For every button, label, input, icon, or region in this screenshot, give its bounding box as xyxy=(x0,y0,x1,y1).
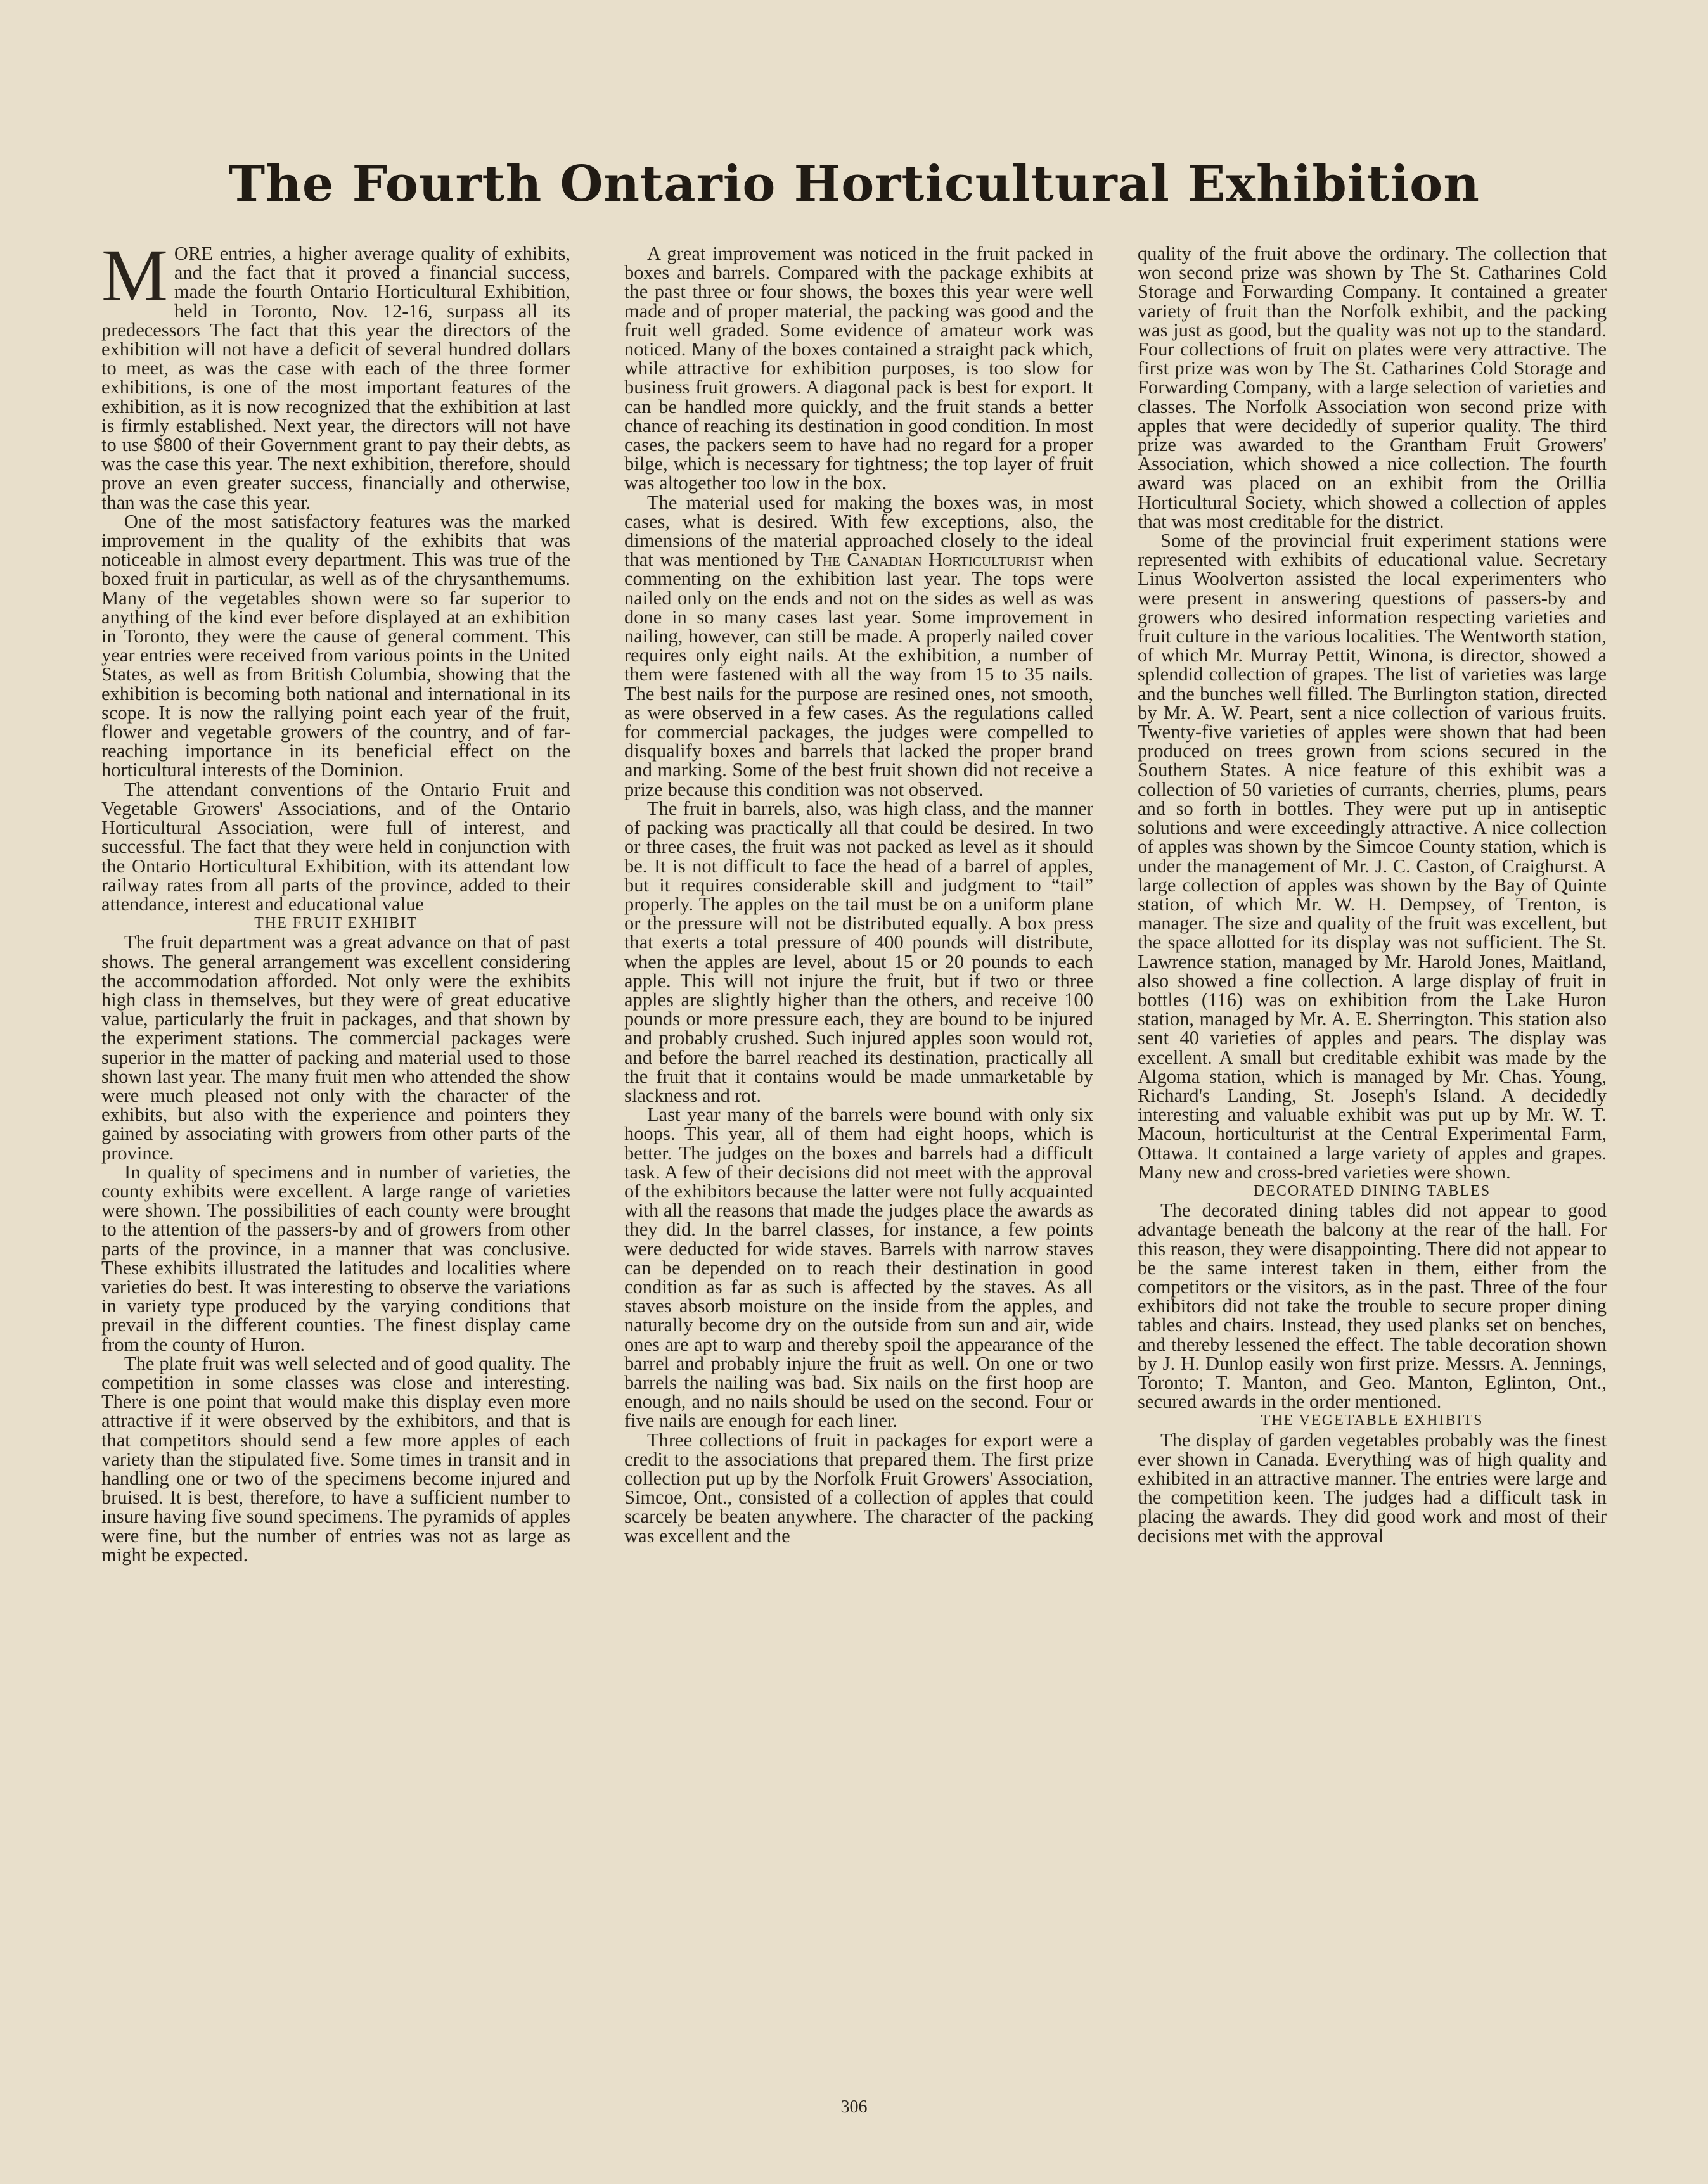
paragraph: The plate fruit was well selected and of good quality. The competition in some classes was close and interesting. There is one point that would make this display even more attractive if it were observed by the exhibitors, and that is that competitors should send a few more apples of each variety than the stipulated five. Some times in transit and in handling one or two of the specimens become injured and bruised. It is best, therefore, to have a sufficient number to insure having five sound specimens. The pyramids of apples were fine, but the number of entries was not as large as might be expected. xyxy=(101,1352,570,1566)
page-number: 306 xyxy=(840,2097,868,2117)
paragraph: quality of the fruit above the ordinary. The collection that won second prize was shown by The St. Catharines Cold Storage and Forwarding Company. It contained a greater variety of fruit than the Norfolk exhibit, and the packing was just as good, but the quality was not up to the standard. Four collections of fruit on plates were very attractive. The first prize was won by The St. Catharines Cold Storage and Forwarding Company, with a large selection of varieties and classes. The Norfolk Association won second prize with apples that were decidedly of superior quality. The third prize was awarded to the Grantham Fruit Growers' Association, which showed a nice collection. The fourth award was placed on an exhibit from the Orillia Horticultural Society, which showed a collection of apples that was most creditable for the district. xyxy=(1138,244,1607,532)
paragraph: Last year many of the barrels were bound with only six hoops. This year, all of them had eight hoops, which is better. The judges on the boxes and barrels had a difficult task. A few of their decisions did not meet with the approval of the exhibitors because the latter were not fully acquainted with all the reasons that made the judges place the awards as they did. In the barrel classes, for instance, a few points were deducted for wide staves. Barrels with narrow staves can be depended on to reach their destination in good condition as far as such is affected by the staves. As all staves absorb moisture on the inside from the apples, and naturally become dry on the outside from sun and air, wide ones are apt to warp and thereby spoil the appearance of the barrel and probably injure the fruit as well. On one or two barrels the nailing was bad. Six nails on the first hoop are enough, and no nails should be used on the second. Four or five nails are enough for each liner. xyxy=(624,1104,1093,1432)
drop-cap: M xyxy=(101,244,168,317)
paragraph: The decorated dining tables did not appear to good advantage beneath the balcony at the rear of the hall. For this reason, they were disappointing. There did not appear to be the same interest taken in them, either from the competitors or the visitors, as in the past. Three of the four exhibitors did not take the trouble to secure proper dining tables and chairs. Instead, they used planks set on benches, and thereby lessened the effect. The table decoration shown by J. H. Dunlop easily won first prize. Messrs. A. Jennings, Toronto; T. Manton, and Geo. Manton, Eglinton, Ont., secured awards in the order mentioned. xyxy=(1138,1199,1607,1413)
paragraph: Some of the provincial fruit experiment stations were represented with exhibits of educational value. Secretary Linus Woolverton assisted the local experimenters who were present in answering questions of passers-by and growers who desired information respecting varieties and fruit culture in the various localities. The Wentworth station, of which Mr. Murray Pettit, Winona, is director, showed a splendid collection of grapes. The list of varieties was large and the bunches well filled. The Burlington station, directed by Mr. A. W. Peart, sent a nice collection of various fruits. Twenty-five varieties of apples were shown that had been produced on trees grown from scions secured in the Southern States. A nice feature of this exhibit was a collection of 50 varieties of currants, cherries, plums, pears and so forth in bottles. They were put up in antiseptic solutions and were exceedingly attractive. A nice collection of apples was shown by the Simcoe County station, which is under the management of Mr. J. C. Caston, of Craighurst. A large collection of apples was shown by the Bay of Quinte station, of which Mr. W. H. Dempsey, of Trenton, is manager. The size and quality of the fruit was excellent, but the space allotted for its display was not sufficient. The St. Lawrence station, managed by Mr. Harold Jones, Maitland, also showed a fine collection. A large display of fruit in bottles (116) was on exhibition from the Lake Huron station, managed by Mr. A. E. Sherrington. This station also sent 40 varieties of apples and pears. The display was excellent. A small but creditable exhibit was made by the Algoma station, which is managed by Mr. Chas. Young, Richard's Landing, St. Joseph's Island. A decidedly interesting and valuable exhibit was put up by Mr. W. T. Macoun, horticulturist at the Central Experimental Farm, Ottawa. It contained a large variety of apples and grapes. Many new and cross-bred varieties were shown. xyxy=(1138,530,1607,1183)
paragraph: The fruit department was a great advance on that of past shows. The general arrangement was excellent considering the accommodation afforded. Not only were the exhibits high class in themselves, but they were of great educative value, particularly the fruit in packages, and that shown by the experiment stations. The commercial packages were superior in the matter of packing and material used to those shown last year. The many fruit men who attended the show were much pleased not only with the character of the exhibits, but also with the experience and pointers they gained by associating with growers from other parts of the province. xyxy=(101,931,570,1164)
paragraph: The material used for making the boxes was, in most cases, what is desired. With few exceptions, also, the dimensions of the material approached closely to the ideal that was mentioned by The Canadian Horticulturist when commenting on the exhibition last year. The tops were nailed only on the ends and not on the sides as well as was done in so many cases last year. Some improvement in nailing, however, can still be made. A properly nailed cover requires only eight nails. At the exhibition, a number of them were fastened with all the way from 15 to 35 nails. The best nails for the purpose are resined ones, not smooth, as were observed in a few cases. As the regulations called for commercial packages, the judges were compelled to disqualify boxes and barrels that lacked the proper brand and marking. Some of the best fruit shown did not receive a prize because this condition was not observed. xyxy=(624,491,1093,800)
paragraph: MORE entries, a higher average quality of exhibits, and the fact that it proved a financial success, made the fourth Ontario Horticultural Exhibition, held in Toronto, Nov. 12-16, surpass all its predecessors The fact that this year the directors of the exhibition will not have a deficit of several hundred dollars to meet, as was the case with each of the three former exhibitions, is one of the most important features of the exhibition, as it is now recognized that the exhibition at last is firmly established. Next year, the directors will not have to use $800 of their Government grant to pay their debts, as was the case this year. The next exhibition, therefore, should prove an even greater success, financially and otherwise, than was the case this year. xyxy=(101,244,570,513)
section-heading-vegetable-exhibits: THE VEGETABLE EXHIBITS xyxy=(1261,1412,1484,1429)
paragraph: In quality of specimens and in number of varieties, the county exhibits were excellent. A large range of varieties were shown. The possibilities of each county were brought to the attention of the passers-by and of growers from other parts of the province, in a manner that was conclusive. These exhibits illustrated the latitudes and localities where varieties do best. It was interesting to observe the variations in variety type produced by the varying conditions that prevail in the different counties. The finest display came from the county of Huron. xyxy=(101,1161,570,1355)
column-2 xyxy=(624,244,1093,2069)
section-heading-fruit-exhibit: THE FRUIT EXHIBIT xyxy=(254,915,418,932)
paragraph: The display of garden vegetables probably was the finest ever shown in Canada. Everything was of high quality and exhibited in an attractive manner. The entries were large and the competition keen. The judges had a difficult task in placing the awards. They did good work and most of their decisions met with the approval xyxy=(1138,1429,1607,1547)
paragraph: Three collections of fruit in packages for export were a credit to the associations that prepared them. The first prize collection put up by the Norfolk Fruit Growers' Association, Simcoe, Ont., consisted of a collection of apples that could scarcely be beaten anywhere. The character of the packing was excellent and the xyxy=(624,1429,1093,1547)
column-1 xyxy=(101,244,570,2069)
publication-name: The Canadian Horticulturist xyxy=(811,549,1045,571)
column-3 xyxy=(1138,244,1607,2069)
paragraph: The fruit in barrels, also, was high class, and the manner of packing was practically all that could be desired. In two or three cases, the fruit was not packed as level as it should be. It is not difficult to face the head of a barrel of apples, but it requires considerable skill and judgment to “tail” properly. The apples on the tail must be on a uniform plane or the pressure will not be distributed equally. A box press that exerts a total pressure of 400 pounds will distribute, when the apples are level, about 15 or 20 pounds to each apple. This will not injure the fruit, but if two or three apples are slightly higher than the others, and receive 100 pounds or more pressure each, they are bound to be injured and probably crushed. Such injured apples soon would rot, and before the barrel reached its destination, practically all the fruit that it contains would be made unmarketable by slackness and rot. xyxy=(624,797,1093,1106)
paragraph: A great improvement was noticed in the fruit packed in boxes and barrels. Compared with the package exhibits at the past three or four shows, the boxes this year were well made and of proper material, the packing was good and the fruit well graded. Some evidence of amateur work was noticed. Many of the boxes contained a straight pack which, while attractive for exhibition purposes, is too slow for business fruit growers. A diagonal pack is best for export. It can be handled more quickly, and the fruit stands a better chance of reaching its destination in good condition. In most cases, the packers seem to have had no regard for a proper bilge, which is necessary for tightness; the top layer of fruit was altogether too low in the box. xyxy=(624,244,1093,494)
section-heading-dining-tables: DECORATED DINING TABLES xyxy=(1253,1182,1491,1199)
paragraph: One of the most satisfactory features was the marked improvement in the quality of the exhibits that was noticeable in almost every department. This was true of the boxed fruit in particular, as well as of the chrysanthemums. Many of the vegetables shown were so far superior to anything of the kind ever before displayed at an exhibition in Toronto, they were the cause of general comment. This year entries were received from various points in the United States, as well as from British Columbia, showing that the exhibition is becoming both national and international in its scope. It is now the rallying point each year of the fruit, flower and vegetable growers of the country, and of far-reaching importance in its beneficial effect on the horticultural interests of the Dominion. xyxy=(101,510,570,781)
paragraph: The attendant conventions of the Ontario Fruit and Vegetable Growers' Associations, and of the Ontario Horticultural Association, were full of interest, and successful. The fact that they were held in conjunction with the Ontario Horticultural Exhibition, with its attendant low railway rates from all parts of the province, added to their attendance, interest and educational value xyxy=(101,778,570,915)
article-title: The Fourth Ontario Horticultural Exhibition xyxy=(228,155,1480,213)
